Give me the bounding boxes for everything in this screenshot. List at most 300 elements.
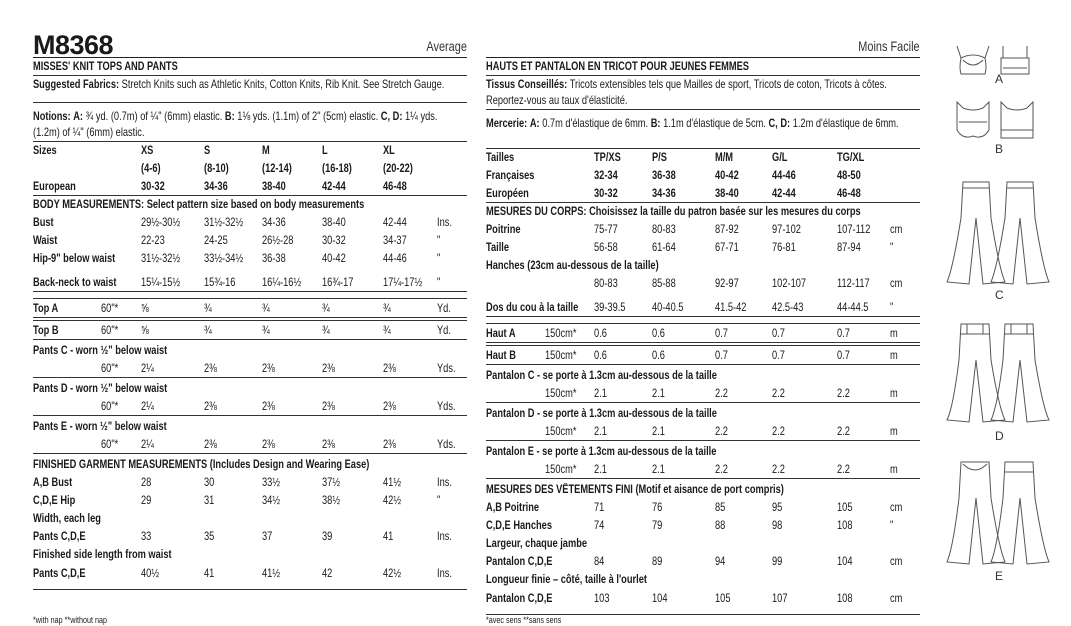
body-row-label: Hanches (23cm au-dessous de la taille) bbox=[486, 259, 659, 272]
body-value: 16¾-17 bbox=[322, 276, 354, 289]
european-size: 42-44 bbox=[772, 187, 796, 200]
finished-value: 85 bbox=[715, 501, 726, 514]
size-code: M bbox=[262, 144, 270, 157]
yardage-row bbox=[33, 398, 467, 416]
finished-value: 41 bbox=[204, 567, 215, 580]
finished-row-label: A,B Bust bbox=[33, 476, 73, 489]
body-value: 29½-30½ bbox=[141, 216, 181, 229]
body-row bbox=[486, 293, 920, 317]
finished-value: 104 bbox=[837, 555, 853, 568]
body-value: 56-58 bbox=[594, 241, 618, 254]
view-label-d: D bbox=[995, 429, 1004, 443]
yardage-value: 0.7 bbox=[837, 327, 850, 340]
fabric-width: 150cm* bbox=[545, 327, 577, 340]
finished-value: 37½ bbox=[322, 476, 341, 489]
body-value: 40-42 bbox=[322, 252, 346, 265]
unit-label: " bbox=[437, 234, 441, 247]
yardage-value: 2.1 bbox=[652, 463, 665, 476]
finished-value: 104 bbox=[652, 592, 668, 605]
finished-value: 28 bbox=[141, 476, 152, 489]
finished-value: 42½ bbox=[383, 494, 402, 507]
unit-label: m bbox=[890, 327, 898, 340]
body-value: 97-102 bbox=[772, 223, 801, 236]
size-code: G/L bbox=[772, 151, 788, 164]
yardage-value: 2.2 bbox=[715, 463, 728, 476]
notions-fr: Mercerie: A: 0.7m d'élastique de 6mm. B: 1.1m d'élastique de 5cm. C, D: 1.2m d'élastique de 6mm. bbox=[486, 115, 920, 149]
size-range: (12-14) bbox=[262, 162, 292, 175]
european-row bbox=[486, 185, 920, 203]
notions: Notions: A: ¾ yd. (0.7m) of ¼" (6mm) elastic. B: 1⅛ yds. (1.1m) of 2" (5cm) elastic. C, D: 1¼ yds. bbox=[33, 110, 438, 123]
finished-value: 41½ bbox=[262, 567, 281, 580]
yardage-value: 2⅜ bbox=[322, 362, 335, 375]
yardage-value: 2⅜ bbox=[383, 438, 396, 451]
footnote: *with nap **without nap bbox=[33, 615, 108, 625]
european-size: 46-48 bbox=[383, 180, 407, 193]
european-label: European bbox=[33, 180, 76, 193]
yardage-value: 2⅜ bbox=[204, 438, 217, 451]
yardage-label: Top B bbox=[33, 324, 59, 337]
french-column bbox=[486, 34, 920, 615]
yardage-value: 0.6 bbox=[594, 349, 607, 362]
view-label-a: A bbox=[995, 72, 1004, 86]
body-row bbox=[486, 221, 920, 239]
body-value: 31½-32½ bbox=[204, 216, 244, 229]
yardage-label: Pants D - worn ½" below waist bbox=[33, 382, 168, 395]
body-value: 15¼-15½ bbox=[141, 276, 181, 289]
body-value: 30-32 bbox=[322, 234, 346, 247]
finished-row bbox=[33, 474, 467, 492]
yardage-label: Pantalon C - se porte à 1.3cm au-dessous de la taille bbox=[486, 369, 717, 382]
european-size: 34-36 bbox=[204, 180, 228, 193]
body-value: 75-77 bbox=[594, 223, 618, 236]
english-header bbox=[33, 30, 467, 60]
body-row-label: Waist bbox=[33, 234, 58, 247]
unit-label: " bbox=[890, 241, 894, 254]
yardage-value: ¾ bbox=[383, 324, 391, 337]
suggested-fabrics-fr: Tissus Conseillés: Tricots extensibles tels que Mailles de sport, Tricots de coton, Tricots à côtes. bbox=[486, 78, 887, 91]
french-header bbox=[486, 34, 920, 58]
finished-row bbox=[33, 546, 467, 564]
unit-label: cm bbox=[890, 277, 903, 290]
finished-value: 103 bbox=[594, 592, 610, 605]
size-range-row bbox=[486, 167, 920, 185]
finished-heading: FINISHED GARMENT MEASUREMENTS (Includes Design and Wearing Ease) bbox=[33, 458, 370, 471]
suggested-fabrics-fr-line2: Reportez-vous au taux d'élasticité. bbox=[486, 94, 920, 110]
yardage-value: 2.2 bbox=[837, 425, 850, 438]
body-row bbox=[33, 232, 467, 250]
pattern-title-fr: HAUTS ET PANTALON EN TRICOT POUR JEUNES FEMMES bbox=[486, 58, 920, 76]
unit-label: Ins. bbox=[437, 567, 452, 580]
finished-row-label: Pants C,D,E bbox=[33, 567, 86, 580]
english-column bbox=[33, 30, 467, 590]
fabric-width: 60"* bbox=[101, 400, 119, 413]
size-code: P/S bbox=[652, 151, 667, 164]
body-value: 67-71 bbox=[715, 241, 739, 254]
unit-label: cm bbox=[890, 501, 903, 514]
body-heading: BODY MEASUREMENTS: Select pattern size based on body measurements bbox=[33, 198, 365, 211]
body-value: 112-117 bbox=[837, 277, 870, 290]
body-value: 40-40.5 bbox=[652, 301, 684, 314]
sizes-label: Tailles bbox=[486, 151, 515, 164]
yardage-heading-row bbox=[33, 380, 467, 398]
yardage-label: Haut B bbox=[486, 349, 516, 362]
unit-label: Ins. bbox=[437, 476, 452, 489]
finished-row-label: C,D,E Hip bbox=[33, 494, 76, 507]
size-code: XS bbox=[141, 144, 154, 157]
body-value: 76-81 bbox=[772, 241, 796, 254]
yardage-value: 2⅜ bbox=[383, 362, 396, 375]
fabric-width: 60"* bbox=[101, 324, 119, 337]
yardage-row bbox=[33, 436, 467, 454]
european-size: 38-40 bbox=[262, 180, 286, 193]
yardage-label: Pants E - worn ½" below waist bbox=[33, 420, 167, 433]
finished-row bbox=[486, 571, 920, 589]
suggested-fabrics: Suggested Fabrics: Stretch Knits such as Athletic Knits, Cotton Knits, Rib Knit. See Stretch Gauge. bbox=[33, 76, 467, 103]
finished-row bbox=[486, 589, 920, 615]
finished-value: 42½ bbox=[383, 567, 402, 580]
unit-label: Yds. bbox=[437, 438, 456, 451]
finished-value: 33 bbox=[141, 530, 152, 543]
body-heading: MESURES DU CORPS: Choisissez la taille du patron basée sur les mesures du corps bbox=[486, 205, 861, 218]
finished-row bbox=[486, 517, 920, 535]
finished-value: 107 bbox=[772, 592, 788, 605]
yardage-heading-row bbox=[486, 367, 920, 385]
size-code: TP/XS bbox=[594, 151, 621, 164]
yardage-value: 2⅜ bbox=[204, 362, 217, 375]
unit-label: " bbox=[890, 519, 894, 532]
yardage-label: Haut A bbox=[486, 327, 516, 340]
body-value: 22-23 bbox=[141, 234, 165, 247]
unit-label: Ins. bbox=[437, 216, 452, 229]
yardage-heading-row bbox=[33, 418, 467, 436]
finished-value: 79 bbox=[652, 519, 663, 532]
yardage-value: 0.7 bbox=[772, 349, 785, 362]
yardage-value: ¾ bbox=[262, 324, 270, 337]
sizes-label: Sizes bbox=[33, 144, 57, 157]
finished-value: 108 bbox=[837, 592, 853, 605]
finished-row bbox=[33, 564, 467, 590]
european-label: Européen bbox=[486, 187, 529, 200]
body-value: 102-107 bbox=[772, 277, 807, 290]
yardage-row bbox=[33, 320, 467, 340]
french-size-table bbox=[486, 149, 920, 615]
body-value: 85-88 bbox=[652, 277, 676, 290]
yardage-value: ¾ bbox=[322, 324, 330, 337]
finished-value: 29 bbox=[141, 494, 152, 507]
finished-row-label: Largeur, chaque jambe bbox=[486, 537, 588, 550]
yardage-value: ¾ bbox=[322, 302, 330, 315]
size-code: M/M bbox=[715, 151, 734, 164]
fabric-width: 60"* bbox=[101, 438, 119, 451]
unit-label: Yd. bbox=[437, 324, 451, 337]
body-measurements-heading bbox=[486, 203, 920, 221]
finished-value: 99 bbox=[772, 555, 783, 568]
yardage-value: 2⅜ bbox=[262, 438, 275, 451]
yardage-heading-row bbox=[486, 405, 920, 423]
body-row bbox=[33, 250, 467, 268]
finished-value: 89 bbox=[652, 555, 663, 568]
unit-label: Ins. bbox=[437, 530, 452, 543]
yardage-value: 2⅜ bbox=[383, 400, 396, 413]
fabric-width: 150cm* bbox=[545, 387, 577, 400]
sizes-row bbox=[486, 149, 920, 167]
finished-value: 94 bbox=[715, 555, 726, 568]
body-value: 31½-32½ bbox=[141, 252, 181, 265]
body-row-label: Taille bbox=[486, 241, 510, 254]
european-size: 30-32 bbox=[594, 187, 618, 200]
finished-row bbox=[486, 535, 920, 553]
finished-value: 30 bbox=[204, 476, 215, 489]
body-value: 38-40 bbox=[322, 216, 346, 229]
body-value: 92-97 bbox=[715, 277, 739, 290]
yardage-value: 2.2 bbox=[715, 425, 728, 438]
view-label-b: B bbox=[995, 142, 1004, 156]
body-value: 80-83 bbox=[652, 223, 676, 236]
body-value: 17¼-17½ bbox=[383, 276, 423, 289]
yardage-value: 2⅜ bbox=[262, 400, 275, 413]
finished-value: 42 bbox=[322, 567, 333, 580]
european-row bbox=[33, 178, 467, 196]
yardage-row bbox=[33, 298, 467, 318]
fabric-width: 60"* bbox=[101, 302, 119, 315]
body-value: 44-44.5 bbox=[837, 301, 869, 314]
yardage-row bbox=[486, 423, 920, 441]
finished-measurements-heading bbox=[33, 456, 467, 474]
body-value: 24-25 bbox=[204, 234, 228, 247]
body-value: 42.5-43 bbox=[772, 301, 804, 314]
finished-row bbox=[33, 492, 467, 510]
size-range: 48-50 bbox=[837, 169, 861, 182]
finished-value: 39 bbox=[322, 530, 333, 543]
yardage-value: 2⅜ bbox=[322, 438, 335, 451]
body-value: 36-38 bbox=[262, 252, 286, 265]
finished-value: 105 bbox=[837, 501, 853, 514]
finished-value: 33½ bbox=[262, 476, 281, 489]
body-value: 41.5-42 bbox=[715, 301, 747, 314]
finished-measurements-heading bbox=[486, 481, 920, 499]
finished-row-label: C,D,E Hanches bbox=[486, 519, 552, 532]
yardage-value: 2.1 bbox=[652, 387, 665, 400]
body-value: 16¼-16½ bbox=[262, 276, 302, 289]
body-value: 34-37 bbox=[383, 234, 407, 247]
size-range: 36-38 bbox=[652, 169, 676, 182]
finished-value: 35 bbox=[204, 530, 215, 543]
yardage-value: 2⅜ bbox=[204, 400, 217, 413]
fabric-width: 150cm* bbox=[545, 463, 577, 476]
yardage-value: 0.7 bbox=[715, 327, 728, 340]
body-row bbox=[33, 214, 467, 232]
finished-value: 98 bbox=[772, 519, 783, 532]
yardage-value: 2.2 bbox=[837, 463, 850, 476]
yardage-value: 2.1 bbox=[594, 387, 607, 400]
finished-row-label: Width, each leg bbox=[33, 512, 101, 525]
yardage-label: Top A bbox=[33, 302, 59, 315]
yardage-value: 2¼ bbox=[141, 400, 154, 413]
body-row bbox=[486, 239, 920, 257]
body-value: 87-92 bbox=[715, 223, 739, 236]
body-value: 15¾-16 bbox=[204, 276, 236, 289]
finished-row-label: A,B Poitrine bbox=[486, 501, 540, 514]
finished-value: 40½ bbox=[141, 567, 160, 580]
finished-value: 84 bbox=[594, 555, 605, 568]
body-row bbox=[33, 268, 467, 292]
body-row-label: Hip-9" below waist bbox=[33, 252, 116, 265]
yardage-value: 2.2 bbox=[772, 425, 785, 438]
yardage-value: 0.6 bbox=[594, 327, 607, 340]
body-value: 33½-34½ bbox=[204, 252, 244, 265]
finished-value: 74 bbox=[594, 519, 605, 532]
body-row-label: Bust bbox=[33, 216, 54, 229]
unit-label: cm bbox=[890, 223, 903, 236]
finished-row-label: Finished side length from waist bbox=[33, 548, 172, 561]
yardage-value: ⅝ bbox=[141, 302, 149, 315]
fabric-width: 150cm* bbox=[545, 349, 577, 362]
finished-row-label: Pantalon C,D,E bbox=[486, 592, 553, 605]
size-range: (8-10) bbox=[204, 162, 229, 175]
yardage-value: 2.1 bbox=[652, 425, 665, 438]
yardage-label: Pants C - worn ½" below waist bbox=[33, 344, 168, 357]
sizes-row bbox=[33, 142, 467, 160]
yardage-value: 2.2 bbox=[837, 387, 850, 400]
yardage-value: 2.2 bbox=[772, 463, 785, 476]
unit-label: cm bbox=[890, 592, 903, 605]
yardage-value: ¾ bbox=[383, 302, 391, 315]
yardage-row bbox=[33, 360, 467, 378]
finished-value: 105 bbox=[715, 592, 731, 605]
yardage-label: Pantalon E - se porte à 1.3cm au-dessous de la taille bbox=[486, 445, 717, 458]
finished-row-label: Longueur finie – côté, taille à l'ourlet bbox=[486, 573, 647, 586]
yardage-value: 2.2 bbox=[772, 387, 785, 400]
yardage-value: 2¼ bbox=[141, 438, 154, 451]
yardage-row bbox=[486, 385, 920, 403]
european-size: 30-32 bbox=[141, 180, 165, 193]
size-code: XL bbox=[383, 144, 395, 157]
body-row bbox=[486, 275, 920, 293]
unit-label: cm bbox=[890, 555, 903, 568]
body-row bbox=[486, 257, 920, 275]
yardage-value: 2.1 bbox=[594, 425, 607, 438]
view-label-e: E bbox=[995, 569, 1004, 583]
body-value: 39-39.5 bbox=[594, 301, 626, 314]
yardage-value: 2¼ bbox=[141, 362, 154, 375]
yardage-value: ¾ bbox=[204, 324, 212, 337]
yardage-label: Pantalon D - se porte à 1.3cm au-dessous de la taille bbox=[486, 407, 717, 420]
view-c-illustration bbox=[943, 178, 1053, 290]
yardage-row bbox=[486, 323, 920, 343]
body-value: 80-83 bbox=[594, 277, 618, 290]
unit-label: m bbox=[890, 387, 898, 400]
yardage-value: 2.2 bbox=[715, 387, 728, 400]
unit-label: Yd. bbox=[437, 302, 451, 315]
yardage-value: 2⅜ bbox=[262, 362, 275, 375]
yardage-heading-row bbox=[33, 342, 467, 360]
finished-heading: MESURES DES VÊTEMENTS FINI (Motif et aisance de port compris) bbox=[486, 483, 784, 496]
finished-value: 71 bbox=[594, 501, 605, 514]
difficulty-label: Average bbox=[426, 38, 467, 54]
finished-row-label: Pants C,D,E bbox=[33, 530, 86, 543]
notions-line2: (1.2m) of ¼" (6mm) elastic. bbox=[33, 126, 467, 142]
finished-value: 38½ bbox=[322, 494, 341, 507]
body-value: 87-94 bbox=[837, 241, 861, 254]
unit-label: m bbox=[890, 349, 898, 362]
body-value: 61-64 bbox=[652, 241, 676, 254]
european-size: 42-44 bbox=[322, 180, 346, 193]
european-size: 34-36 bbox=[652, 187, 676, 200]
body-row-label: Back-neck to waist bbox=[33, 276, 117, 289]
finished-value: 108 bbox=[837, 519, 853, 532]
body-value: 26½-28 bbox=[262, 234, 294, 247]
body-value: 34-36 bbox=[262, 216, 286, 229]
finished-value: 37 bbox=[262, 530, 273, 543]
yardage-row bbox=[486, 461, 920, 479]
finished-row-label: Pantalon C,D,E bbox=[486, 555, 553, 568]
pattern-number: M8368 bbox=[33, 30, 114, 60]
yardage-value: 0.6 bbox=[652, 349, 665, 362]
size-range: (20-22) bbox=[383, 162, 413, 175]
yardage-row bbox=[486, 345, 920, 365]
pattern-title: MISSES' KNIT TOPS AND PANTS bbox=[33, 58, 467, 76]
yardage-value: 0.7 bbox=[715, 349, 728, 362]
view-e-illustration bbox=[943, 458, 1053, 570]
body-row-label: Poitrine bbox=[486, 223, 521, 236]
unit-label: " bbox=[890, 301, 894, 314]
size-code: L bbox=[322, 144, 328, 157]
size-range: (16-18) bbox=[322, 162, 352, 175]
size-range: (4-6) bbox=[141, 162, 161, 175]
finished-value: 76 bbox=[652, 501, 663, 514]
view-d-illustration bbox=[943, 320, 1053, 430]
finished-row bbox=[486, 553, 920, 571]
unit-label: " bbox=[437, 494, 441, 507]
unit-label: " bbox=[437, 276, 441, 289]
finished-row bbox=[33, 528, 467, 546]
body-row-label: Dos du cou à la taille bbox=[486, 301, 579, 314]
body-value: 107-112 bbox=[837, 223, 871, 236]
finished-value: 31 bbox=[204, 494, 215, 507]
unit-label: " bbox=[437, 252, 441, 265]
finished-value: 41½ bbox=[383, 476, 402, 489]
difficulty-label-fr: Moins Facile bbox=[858, 38, 920, 54]
yardage-value: ⅝ bbox=[141, 324, 149, 337]
fabric-width: 150cm* bbox=[545, 425, 577, 438]
yardage-value: 0.7 bbox=[837, 349, 850, 362]
yardage-value: 0.7 bbox=[772, 327, 785, 340]
unit-label: Yds. bbox=[437, 400, 456, 413]
view-a-illustration bbox=[943, 38, 1053, 98]
finished-value: 34½ bbox=[262, 494, 281, 507]
finished-row bbox=[486, 499, 920, 517]
finished-value: 95 bbox=[772, 501, 783, 514]
fabric-width: 60"* bbox=[101, 362, 119, 375]
size-range: 40-42 bbox=[715, 169, 739, 182]
european-size: 38-40 bbox=[715, 187, 739, 200]
body-value: 44-46 bbox=[383, 252, 407, 265]
unit-label: Yds. bbox=[437, 362, 456, 375]
yardage-value: ¾ bbox=[262, 302, 270, 315]
yardage-value: 2.1 bbox=[594, 463, 607, 476]
body-value: 42-44 bbox=[383, 216, 407, 229]
size-range: 32-34 bbox=[594, 169, 618, 182]
view-label-c: C bbox=[995, 288, 1004, 302]
yardage-value: 2⅜ bbox=[322, 400, 335, 413]
french-label: Françaises bbox=[486, 169, 535, 182]
size-range-row bbox=[33, 160, 467, 178]
finished-value: 88 bbox=[715, 519, 726, 532]
yardage-value: ¾ bbox=[204, 302, 212, 315]
size-code: TG/XL bbox=[837, 151, 865, 164]
yardage-heading-row bbox=[486, 443, 920, 461]
european-size: 46-48 bbox=[837, 187, 861, 200]
